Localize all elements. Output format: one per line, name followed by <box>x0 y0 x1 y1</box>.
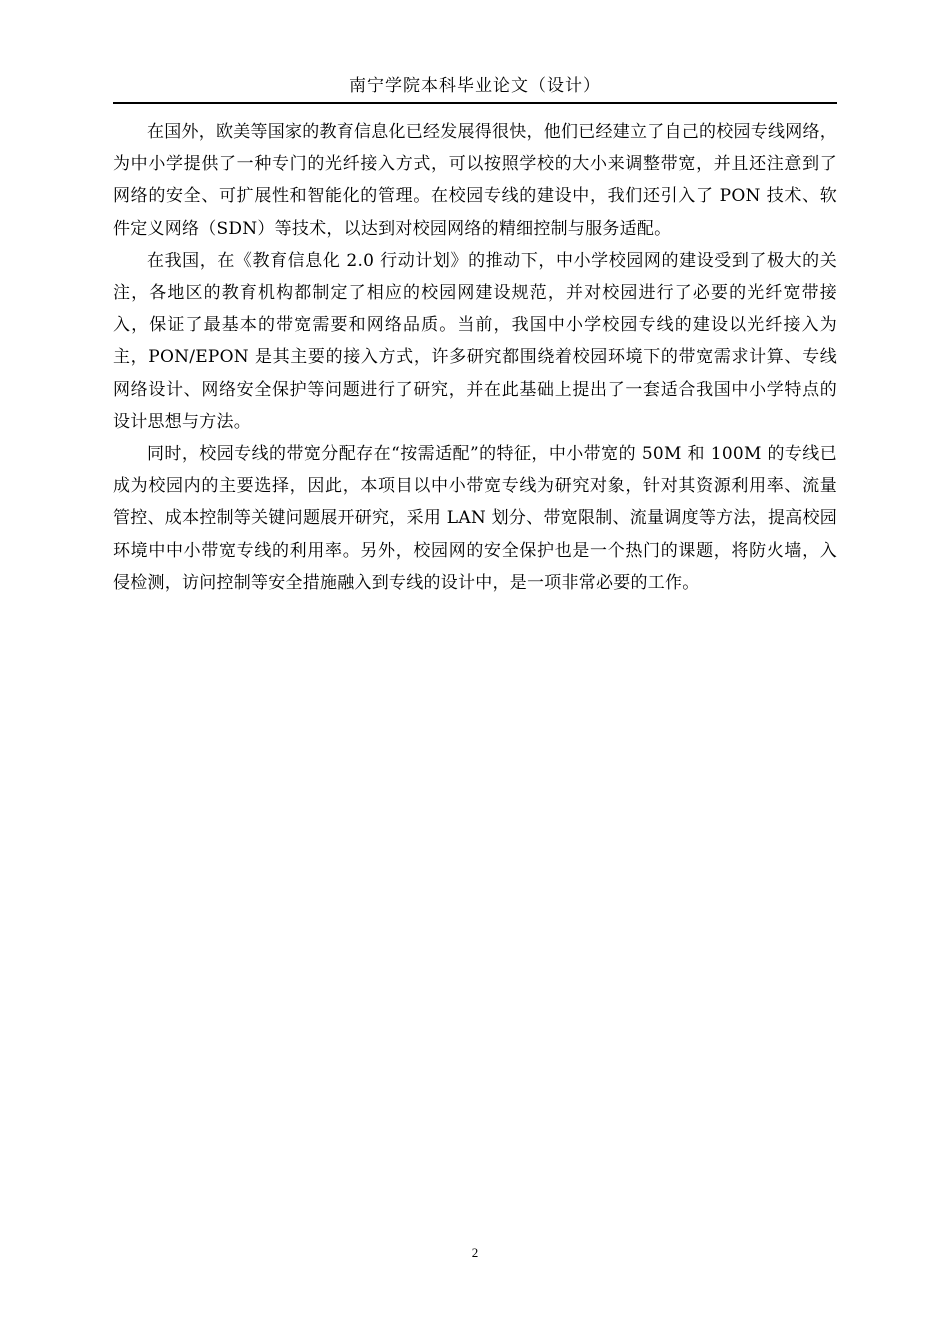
header-title: 南宁学院本科毕业论文（设计） <box>349 76 601 96</box>
paragraph-3: 同时，校园专线的带宽分配存在“按需适配”的特征，中小带宽的 50M 和 100M 的专线已成为校园内的主要选择，因此，本项目以中小带宽专线为研究对象，针对其资源利用率、流量管控、成本控制等关键问题展开研究，采用 LAN 划分、带宽限制、流量调度等方法，提高校园环境中中小带宽专线的利用率。另外，校园网的安全保护也是一个热门的课题，将防火墙，入侵检测，访问控制等安全措施融入到专线的设计中，是一项非常必要的工作。 <box>113 444 837 593</box>
page-number: 2 <box>471 1245 479 1260</box>
paragraph-1: 在国外，欧美等国家的教育信息化已经发展得很快，他们已经建立了自己的校园专线网络，为中小学提供了一种专门的光纤接入方式，可以按照学校的大小来调整带宽，并且还注意到了网络的安全、可扩展性和智能化的管理。在校园专线的建设中，我们还引入了 PON 技术、软件定义网络（SDN）等技术，以达到对校园网络的精细控制与服务适配。 <box>113 122 837 239</box>
paragraph-2: 在我国，在《教育信息化 2.0 行动计划》的推动下，中小学校园网的建设受到了极大的关注，各地区的教育机构都制定了相应的校园网建设规范，并对校园进行了必要的光纤宽带接入，保证了最基本的带宽需要和网络品质。当前，我国中小学校园专线的建设以光纤接入为主，PON/EPON 是其主要的接入方式，许多研究都围绕着校园环境下的带宽需求计算、专线网络设计、网络安全保护等问题进行了研究，并在此基础上提出了一套适合我国中小学特点的设计思想与方法。 <box>113 250 837 432</box>
page-header <box>113 72 837 104</box>
body-text <box>113 116 837 599</box>
